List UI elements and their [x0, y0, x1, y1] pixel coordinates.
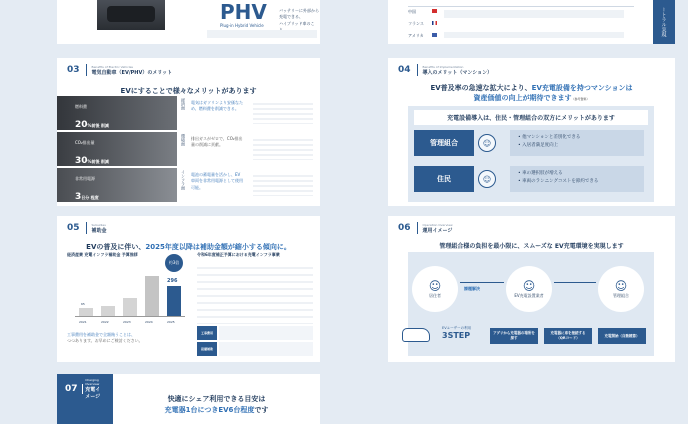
section-header: 04 Benefits of Implementation 導入のメリット（マンション）	[398, 64, 493, 76]
year-label: 2023	[123, 320, 131, 324]
bar	[101, 306, 115, 316]
bar-label: 296	[167, 278, 178, 284]
middle-tag: 課題解決	[464, 286, 480, 291]
phv-logo-sub: Plug-in Hybrid Vehicle	[220, 23, 264, 28]
year-label: 2021	[79, 320, 87, 324]
card-phv	[57, 0, 320, 44]
installer-icon: ☺	[522, 279, 536, 293]
benefit-row: 燃料費 20%前後 削減 経済面 電気はガソリンより安価なため、燃料費を削減できる。	[57, 96, 320, 130]
group-row: 管理組合 ☺ • 他マンションと差別化できる • 入居者満足度向上	[414, 128, 648, 158]
bar-label: 65	[81, 302, 85, 306]
card-charging	[57, 374, 320, 424]
steps-label: EVユーザーの利用 3STEP	[442, 326, 472, 340]
car-image	[97, 0, 165, 30]
country-row: アメリカ	[408, 33, 424, 38]
section-heading: EV普及率の急速な拡大により、EV充電設備を持つマンションは 資産価値の向上が期待できます（参考資料）	[430, 84, 633, 102]
vertical-tag: ートラル実現	[653, 0, 675, 44]
bar	[79, 308, 93, 316]
step-item: アプリから充電器の場所を探す	[490, 328, 538, 344]
year-label: 2025	[167, 320, 175, 324]
role-manager: ☺ 管理組合	[598, 266, 644, 312]
step-item: 充電器に車を接続する（QRコード）	[544, 328, 592, 344]
step-item: 充電開始（自動精算）	[598, 328, 646, 344]
subsidy-table: 令和6年度補正予算における充電インフラ事業 工事費用 設備補助	[197, 252, 313, 356]
section-header-box: 07 Charging Overview 充電イメージ	[57, 374, 113, 424]
phv-logo: PHV	[220, 0, 267, 24]
country-row: フランス	[408, 21, 424, 26]
card-operation	[388, 216, 675, 362]
car-icon	[402, 328, 430, 342]
card-subsidies	[57, 216, 320, 362]
benefit-box: 充電設備導入は、住民・管理組合の双方にメリットがあります 管理組合 ☺ • 他マンションと差別化できる • 入居者満足度向上 住民 ☺ • 車の選択肢が増える • 車両のランニングコストを節約できる	[408, 106, 654, 202]
card-mansion-benefits	[388, 58, 675, 206]
manager-icon: ☺	[478, 134, 496, 152]
section-header: 03 Benefits of Electric Vehicles 電気自動車（EV/PHV）のメリット	[67, 64, 173, 76]
section-heading: EVの普及に伴い、2025年度以降は補助金額が縮小する傾向に。	[86, 243, 291, 251]
country-row: 中国	[408, 9, 416, 14]
section-header: 06 Operation Overview 運用イメージ	[398, 222, 453, 234]
point-item: • 他マンションと差別化できる	[518, 135, 581, 140]
subsidy-note: 工事費用を補助金で全額賄うことは、 つつあります。お早めにご検討ください。	[67, 332, 143, 344]
card-ev-benefits	[57, 58, 320, 206]
year-label: 2024	[145, 320, 153, 324]
section-heading: EVにすることで様々なメリットがあります	[120, 87, 257, 95]
subsidy-chart: 経済産業 充電インフラ補助金 予算推移 約3倍 65 296 2021 2022 2023 2024 2025	[67, 252, 187, 328]
badge: 約3倍	[165, 254, 183, 272]
benefit-row: CO₂排出量 30%前後 削減 環境面 排出ガスがゼロで、CO₂排出量の削減に貢献。	[57, 132, 320, 166]
point-item: • 車両のランニングコストを節約できる	[518, 178, 599, 184]
role-installer: ☺ EV充電設置業者	[506, 266, 552, 312]
charging-text: 快適にシェア利用できる目安は 充電器1台につきEV6台程度です	[164, 395, 269, 414]
benefit-row: 非常用電源 3日分 程度 インフラ面 電池の蓄電量を活かし、EV車両を非常用電源として使用可能。	[57, 168, 320, 202]
section-heading: 管理組合様の負担を最小限に、スムーズな EV充電環境を実現します	[439, 243, 624, 250]
group-row: 住民 ☺ • 車の選択肢が増える • 車両のランニングコストを節約できる	[414, 164, 648, 194]
residents-icon: ☺	[478, 170, 496, 188]
point-item: • 入居者満足度向上	[518, 142, 559, 148]
resident-icon: ☺	[428, 279, 442, 293]
phv-desc: バッテリーに外部から充電できる、 ハイブリッド車のこ	[279, 8, 319, 26]
operation-diagram	[408, 252, 654, 356]
year-label: 2022	[101, 320, 109, 324]
role-resident: ☺ 居住者	[412, 266, 458, 312]
bar	[145, 276, 159, 316]
point-item: • 車の選択肢が増える	[518, 171, 563, 176]
card-country-table	[388, 0, 675, 44]
bar	[167, 286, 181, 316]
manager-icon: ☺	[614, 279, 628, 293]
bar	[123, 298, 137, 316]
section-header: 05 Subsidies 補助金	[67, 222, 107, 234]
